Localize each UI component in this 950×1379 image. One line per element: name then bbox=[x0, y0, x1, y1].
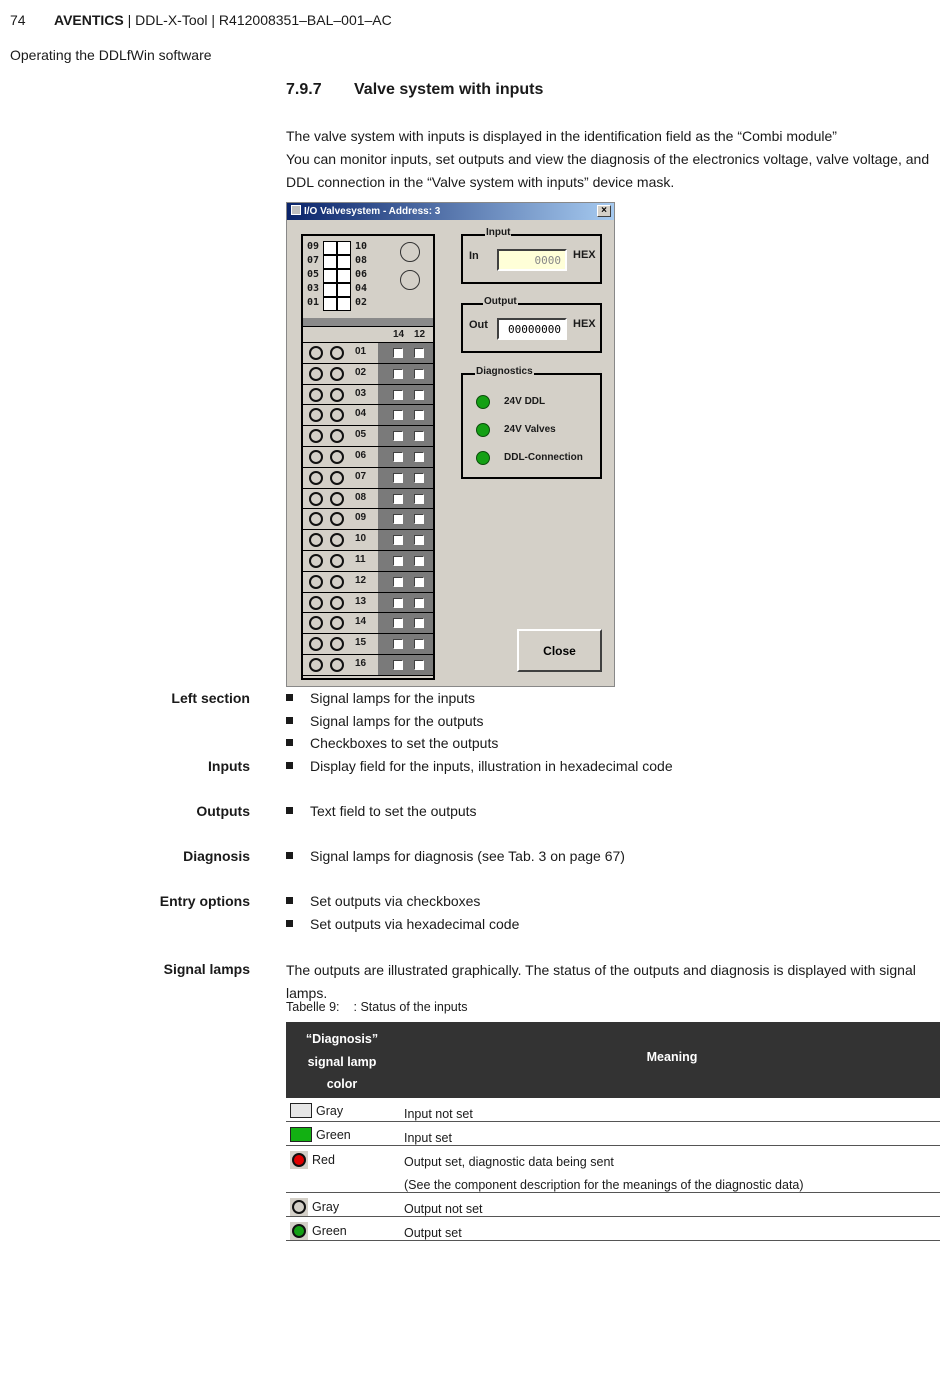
color-name: Green bbox=[316, 1128, 351, 1142]
bullet-icon bbox=[286, 717, 293, 724]
input-lamp bbox=[309, 492, 323, 506]
checkbox-strip bbox=[378, 468, 433, 488]
output-number: 01 bbox=[355, 346, 367, 357]
output-number: 04 bbox=[355, 408, 367, 420]
pin-box bbox=[337, 255, 351, 269]
meaning-cell: Output not set bbox=[404, 1202, 483, 1216]
dialog-titlebar bbox=[287, 203, 614, 220]
pin-label-left: 07 bbox=[307, 255, 320, 266]
output-lamp bbox=[330, 492, 344, 506]
output-lamp bbox=[330, 596, 344, 610]
checkbox-strip bbox=[378, 530, 433, 550]
output-number: 07 bbox=[355, 470, 367, 482]
output-row bbox=[303, 405, 433, 426]
pin-box bbox=[323, 269, 337, 283]
output-row bbox=[303, 343, 433, 364]
output-row bbox=[303, 426, 433, 447]
input-lamp bbox=[309, 388, 323, 402]
output-lamp bbox=[330, 450, 344, 464]
list-item: Set outputs via checkboxes bbox=[286, 893, 480, 909]
meaning-cell: Output set bbox=[404, 1226, 462, 1240]
checkbox-strip bbox=[378, 634, 433, 654]
section-number: 7.9.7 bbox=[286, 81, 322, 98]
output-14-checkbox[interactable] bbox=[393, 431, 403, 441]
output-number: 16 bbox=[355, 657, 367, 669]
diagnostic-label-ddl-connection: DDL-Connection bbox=[504, 452, 583, 463]
color-swatch-icon bbox=[290, 1127, 312, 1142]
section-title: Valve system with inputs bbox=[354, 81, 544, 98]
input-lamp bbox=[309, 616, 323, 630]
input-lamp bbox=[309, 429, 323, 443]
output-number: 15 bbox=[355, 637, 367, 649]
input-lamp bbox=[309, 450, 323, 464]
output-14-checkbox[interactable] bbox=[393, 473, 403, 483]
output-field-label: Out bbox=[469, 319, 488, 331]
input-lamp bbox=[309, 512, 323, 526]
input-lamp bbox=[309, 346, 323, 360]
input-lamp bbox=[309, 596, 323, 610]
output-lamp bbox=[330, 533, 344, 547]
term-inputs: Inputs bbox=[208, 758, 250, 774]
pin-box bbox=[337, 283, 351, 297]
output-lamp bbox=[330, 616, 344, 630]
pin-label-left: 09 bbox=[307, 241, 320, 252]
output-12-checkbox[interactable] bbox=[414, 410, 424, 420]
list-item: Set outputs via hexadecimal code bbox=[286, 916, 519, 932]
close-icon[interactable]: × bbox=[597, 205, 611, 217]
output-12-checkbox[interactable] bbox=[414, 577, 424, 587]
list-item: Display field for the inputs, illustration in hexadecimal code bbox=[286, 758, 673, 774]
diagnostics-group bbox=[461, 366, 602, 479]
bullet-icon bbox=[286, 694, 293, 701]
color-name: Gray bbox=[312, 1200, 340, 1214]
table-caption-text: : Status of the inputs bbox=[353, 1000, 468, 1014]
output-number: 09 bbox=[355, 512, 367, 524]
output-12-checkbox[interactable] bbox=[414, 390, 424, 400]
checkbox-column-header bbox=[303, 326, 433, 343]
input-lamp bbox=[309, 554, 323, 568]
checkbox-strip bbox=[378, 426, 433, 446]
color-cell bbox=[290, 1198, 339, 1216]
running-header bbox=[10, 12, 392, 28]
color-name: Green bbox=[312, 1224, 347, 1238]
pin-label-left: 05 bbox=[307, 269, 320, 280]
checkbox-strip bbox=[378, 572, 433, 592]
signal-lamp-icon bbox=[290, 1198, 308, 1216]
output-lamp bbox=[330, 575, 344, 589]
output-number: 08 bbox=[355, 491, 367, 503]
pin-label-right: 08 bbox=[355, 255, 368, 266]
output-14-checkbox[interactable] bbox=[393, 639, 403, 649]
output-12-checkbox[interactable] bbox=[414, 473, 424, 483]
input-group-label: Input bbox=[486, 227, 511, 238]
col-header-14: 14 bbox=[393, 329, 405, 340]
pin-label-left: 01 bbox=[307, 297, 320, 308]
close-button[interactable]: Close bbox=[517, 629, 602, 672]
color-cell bbox=[290, 1127, 351, 1142]
pin-row bbox=[307, 255, 377, 269]
output-lamp bbox=[330, 388, 344, 402]
output-row bbox=[303, 447, 433, 468]
checkbox-strip bbox=[378, 655, 433, 675]
output-14-checkbox[interactable] bbox=[393, 660, 403, 670]
list-item: Text field to set the outputs bbox=[286, 803, 477, 819]
pin-box bbox=[323, 283, 337, 297]
doc-info: | DDL-X-Tool | R412008351–BAL–001–AC bbox=[123, 12, 392, 28]
output-lamp bbox=[330, 471, 344, 485]
checkbox-strip bbox=[378, 613, 433, 633]
output-number: 11 bbox=[355, 553, 366, 565]
pin-box bbox=[323, 255, 337, 269]
intro-text bbox=[286, 125, 944, 194]
output-row bbox=[303, 551, 433, 572]
output-12-checkbox[interactable] bbox=[414, 598, 424, 608]
bullet-icon bbox=[286, 739, 293, 746]
output-12-checkbox[interactable] bbox=[414, 431, 424, 441]
pin-box bbox=[337, 241, 351, 255]
output-lamp bbox=[330, 429, 344, 443]
color-cell bbox=[290, 1103, 343, 1118]
output-14-checkbox[interactable] bbox=[393, 514, 403, 524]
output-12-checkbox[interactable] bbox=[414, 452, 424, 462]
header-lamp-color: “Diagnosis” signal lamp color bbox=[305, 1032, 379, 1091]
checkbox-strip bbox=[378, 509, 433, 529]
signal-lamp-icon bbox=[290, 1222, 308, 1240]
diagnostic-led-ddl-connection bbox=[476, 451, 490, 465]
output-lamp bbox=[330, 346, 344, 360]
pin-box bbox=[337, 297, 351, 311]
meaning-cell: Output set, diagnostic data being sent (See the component description for the meanings of the diagnostic data) bbox=[404, 1155, 804, 1192]
pin-box bbox=[323, 297, 337, 311]
output-lamp bbox=[330, 637, 344, 651]
output-row bbox=[303, 364, 433, 385]
output-12-checkbox[interactable] bbox=[414, 660, 424, 670]
checkbox-strip bbox=[378, 447, 433, 467]
intro-line-2: You can monitor inputs, set outputs and view the diagnosis of the electronics voltage, valve voltage, and DDL connection in the “Valve system with inputs” device mask. bbox=[286, 151, 930, 190]
output-number: 03 bbox=[355, 387, 367, 399]
input-field-label: In bbox=[469, 250, 479, 262]
list-item: Signal lamps for the outputs bbox=[286, 713, 484, 729]
pin-row bbox=[307, 269, 377, 283]
input-lamp bbox=[309, 637, 323, 651]
diagnostic-label-24v-valves: 24V Valves bbox=[504, 424, 556, 435]
output-12-checkbox[interactable] bbox=[414, 369, 424, 379]
bullet-icon bbox=[286, 762, 293, 769]
checkbox-strip bbox=[378, 364, 433, 384]
output-14-checkbox[interactable] bbox=[393, 618, 403, 628]
output-row-list bbox=[303, 343, 433, 676]
color-name: Red bbox=[312, 1153, 335, 1167]
pin-row bbox=[307, 297, 377, 311]
output-12-checkbox[interactable] bbox=[414, 556, 424, 566]
table-row bbox=[286, 1146, 940, 1193]
output-14-checkbox[interactable] bbox=[393, 598, 403, 608]
table-header bbox=[286, 1022, 940, 1098]
pin-label-right: 02 bbox=[355, 297, 368, 308]
output-14-checkbox[interactable] bbox=[393, 556, 403, 566]
output-row bbox=[303, 530, 433, 551]
table-row bbox=[286, 1098, 940, 1122]
checkbox-strip bbox=[378, 405, 433, 425]
input-lamp-1 bbox=[400, 242, 420, 262]
section-heading bbox=[286, 81, 543, 99]
output-14-checkbox[interactable] bbox=[393, 410, 403, 420]
output-12-checkbox[interactable] bbox=[414, 535, 424, 545]
status-table bbox=[286, 1022, 940, 1241]
output-12-checkbox[interactable] bbox=[414, 639, 424, 649]
intro-line-1: The valve system with inputs is displayed in the identification field as the “Combi module” bbox=[286, 128, 837, 144]
input-lamp-2 bbox=[400, 270, 420, 290]
output-number: 14 bbox=[355, 616, 367, 628]
dialog-title: I/O Valvesystem - Address: 3 bbox=[304, 206, 441, 217]
output-14-checkbox[interactable] bbox=[393, 390, 403, 400]
output-14-checkbox[interactable] bbox=[393, 494, 403, 504]
list-item: Signal lamps for diagnosis (see Tab. 3 on page 67) bbox=[286, 848, 625, 864]
col-header-12: 12 bbox=[414, 329, 426, 340]
page-number: 74 bbox=[10, 12, 26, 28]
table-body bbox=[286, 1098, 940, 1241]
meaning-cell: Input not set bbox=[404, 1107, 473, 1121]
output-12-checkbox[interactable] bbox=[414, 494, 424, 504]
color-cell bbox=[290, 1222, 347, 1240]
output-number: 06 bbox=[355, 449, 367, 461]
list-item: Signal lamps for the inputs bbox=[286, 690, 475, 706]
checkbox-strip bbox=[378, 551, 433, 571]
diagnostic-label-24v-ddl: 24V DDL bbox=[504, 396, 546, 407]
output-14-checkbox[interactable] bbox=[393, 452, 403, 462]
output-row bbox=[303, 489, 433, 510]
term-signal-lamps: Signal lamps bbox=[163, 961, 250, 977]
input-lamp bbox=[309, 367, 323, 381]
bullet-icon bbox=[286, 897, 293, 904]
table-row bbox=[286, 1193, 940, 1217]
input-lamp bbox=[309, 471, 323, 485]
output-14-checkbox[interactable] bbox=[393, 369, 403, 379]
term-left-section: Left section bbox=[171, 690, 250, 706]
output-lamp bbox=[330, 512, 344, 526]
color-name: Gray bbox=[316, 1104, 344, 1118]
input-lamp bbox=[309, 533, 323, 547]
meaning-cell: Input set bbox=[404, 1131, 452, 1145]
output-group-label: Output bbox=[484, 296, 517, 307]
pin-box bbox=[323, 241, 337, 255]
pin-label-right: 04 bbox=[355, 283, 368, 294]
table-caption-label: Tabelle 9: bbox=[286, 1000, 340, 1014]
checkbox-strip bbox=[378, 385, 433, 405]
output-lamp bbox=[330, 408, 344, 422]
output-number: 13 bbox=[355, 595, 367, 607]
header-meaning: Meaning bbox=[646, 1050, 698, 1064]
panel-divider bbox=[303, 318, 433, 326]
list-item: Checkboxes to set the outputs bbox=[286, 735, 498, 751]
signal-lamp-icon bbox=[290, 1151, 308, 1169]
output-unit: HEX bbox=[573, 318, 596, 330]
output-hex-input[interactable]: 00000000 bbox=[497, 318, 567, 340]
io-valvesystem-dialog bbox=[286, 202, 615, 687]
bullet-icon bbox=[286, 852, 293, 859]
window-icon bbox=[291, 205, 301, 215]
output-lamp bbox=[330, 367, 344, 381]
output-group bbox=[461, 296, 602, 353]
output-12-checkbox[interactable] bbox=[414, 514, 424, 524]
input-unit: HEX bbox=[573, 249, 596, 261]
diagnostic-led-24v-ddl bbox=[476, 395, 490, 409]
checkbox-strip bbox=[378, 343, 433, 363]
output-row bbox=[303, 634, 433, 655]
output-number: 10 bbox=[355, 533, 367, 545]
pin-label-right: 10 bbox=[355, 241, 368, 252]
pin-area bbox=[303, 236, 433, 318]
input-lamp bbox=[309, 408, 323, 422]
input-group bbox=[461, 227, 602, 284]
pin-row bbox=[307, 241, 377, 255]
diagnostics-group-label: Diagnostics bbox=[476, 366, 533, 377]
chapter-title: Operating the DDLfWin software bbox=[10, 47, 212, 63]
term-entry-options: Entry options bbox=[159, 893, 250, 909]
output-12-checkbox[interactable] bbox=[414, 348, 424, 358]
bullet-icon bbox=[286, 807, 293, 814]
bullet-icon bbox=[286, 920, 293, 927]
output-row bbox=[303, 613, 433, 634]
output-14-checkbox[interactable] bbox=[393, 348, 403, 358]
checkbox-strip bbox=[378, 489, 433, 509]
input-lamp bbox=[309, 575, 323, 589]
valve-panel bbox=[301, 234, 435, 680]
input-hex-display: 0000 bbox=[497, 249, 567, 271]
table-caption bbox=[286, 1000, 467, 1014]
output-row bbox=[303, 509, 433, 530]
output-row bbox=[303, 655, 433, 676]
diagnostic-led-24v-valves bbox=[476, 423, 490, 437]
term-diagnosis: Diagnosis bbox=[183, 848, 250, 864]
brand-name: AVENTICS bbox=[54, 12, 124, 28]
output-number: 12 bbox=[355, 574, 367, 586]
pin-label-right: 06 bbox=[355, 269, 368, 280]
table-row bbox=[286, 1217, 940, 1241]
signal-lamps-text: The outputs are illustrated graphically. The status of the outputs and diagnosis is displayed with signal lamps. bbox=[286, 962, 916, 1001]
output-lamp bbox=[330, 658, 344, 672]
output-lamp bbox=[330, 554, 344, 568]
checkbox-strip bbox=[378, 593, 433, 613]
output-12-checkbox[interactable] bbox=[414, 618, 424, 628]
output-number: 02 bbox=[355, 366, 367, 378]
output-row bbox=[303, 385, 433, 406]
pin-label-left: 03 bbox=[307, 283, 320, 294]
color-swatch-icon bbox=[290, 1103, 312, 1118]
input-lamp bbox=[309, 658, 323, 672]
term-outputs: Outputs bbox=[196, 803, 250, 819]
color-cell bbox=[290, 1151, 335, 1169]
table-row bbox=[286, 1122, 940, 1146]
output-14-checkbox[interactable] bbox=[393, 535, 403, 545]
output-row bbox=[303, 593, 433, 614]
output-row bbox=[303, 572, 433, 593]
pin-box bbox=[337, 269, 351, 283]
output-number: 05 bbox=[355, 429, 367, 441]
pin-row bbox=[307, 283, 377, 297]
output-14-checkbox[interactable] bbox=[393, 577, 403, 587]
output-row bbox=[303, 468, 433, 489]
